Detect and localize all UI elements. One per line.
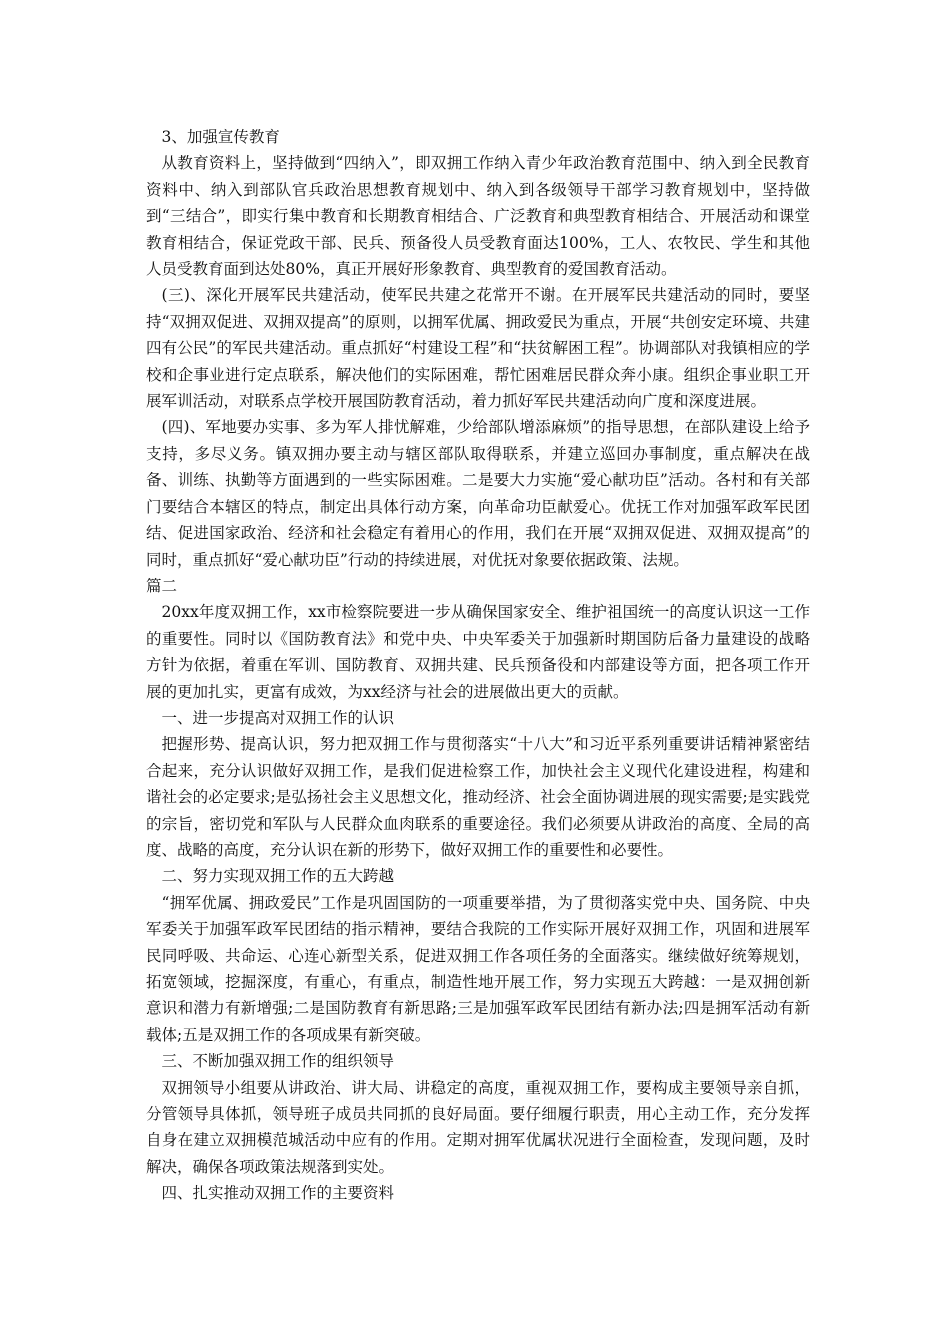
paragraph-leadership: 双拥领导小组要从讲政治、讲大局、讲稳定的高度，重视双拥工作，要构成主要领导亲自抓，分管领导具体抓，领导班子成员共同抓的良好局面。要仔细履行职责，用心主动工作，充分发挥自身在建立双拥模范城活动中应有的作用。定期对拥军优属状况进行全面检查，发现问题，及时解决，确保各项政策法规落到实处。 <box>146 1078 810 1176</box>
paragraph-practical-affairs: (四)、军地要办实事、多为军人排忧解难，少给部队增添麻烦”的指导思想，在部队建设上给予支持，多尽义务。镇双拥办要主动与辖区部队取得联系，并建立巡回办事制度，重点解决在战备、训练、执勤等方面遇到的一些实际困难。二是要大力实施“爱心献功臣”活动。各村和有关部门要结合本辖区的特点，制定出具体行动方案，向革命功臣献爱心。优抚工作对加强军政军民团结、促进国家政治、经济和社会稳定有着用心的作用，我们在开展“双拥双促进、双拥双提高”的同时，重点抓好“爱心献功臣”行动的持续进展，对优抚对象要依据政策、法规。 <box>146 418 810 569</box>
section-heading-2: 二、努力实现双拥工作的五大跨越 <box>161 867 395 886</box>
paragraph-annual-work-intro: 20xx年度双拥工作，xx市检察院要进一步从确保国家安全、维护祖国统一的高度认识这一工作的重要性。同时以《国防教育法》和党中央、中央军委关于加强新时期国防后备力量建设的战略方针为依据，着重在军训、国防教育、双拥共建、民兵预备役和内部建设等方面，把各项工作开展的更加扎实，更富有成效，为xx经济与社会的进展做出更大的贡献。 <box>146 603 810 701</box>
paragraph-five-leaps: “拥军优属、拥政爱民”工作是巩固国防的一项重要举措，为了贯彻落实党中央、国务院、中央军委关于加强军政军民团结的指示精神，要结合我院的工作实际开展好双拥工作，巩固和进展军民同呼吸、共命运、心连心新型关系，促进双拥工作各项任务的全面落实。继续做好统筹规划，拓宽领域，挖掘深度，有重心，有重点，制造性地开展工作，努力实现五大跨越：一是双拥创新意识和潜力有新增强;二是国防教育有新思路;三是加强军政军民团结有新办法;四是拥军活动有新载体;五是双拥工作的各项成果有新突破。 <box>146 893 810 1044</box>
document-body <box>146 124 810 1207</box>
paragraph-raise-awareness: 把握形势、提高认识，努力把双拥工作与贯彻落实“十八大”和习近平系列重要讲话精神紧密结合起来，充分认识做好双拥工作，是我们促进检察工作，加快社会主义现代化建设进程，构建和谐社会的必定要求;是弘扬社会主义思想文化，推动经济、社会全面协调进展的现实需要;是实践党的宗旨，密切党和军队与人民群众血肉联系的重要途径。我们必须要从讲政治的高度、全局的高度、战略的高度，充分认识在新的形势下，做好双拥工作的重要性和必要性。 <box>146 735 810 859</box>
paragraph-education-content: 从教育资料上，坚持做到“四纳入”，即双拥工作纳入青少年政治教育范围中、纳入到全民教育资料中、纳入到部队官兵政治思想教育规划中、纳入到各级领导干部学习教育规划中，坚持做到“三结合”，即实行集中教育和长期教育相结合、广泛教育和典型教育相结合、开展活动和课堂教育相结合，保证党政干部、民兵、预备役人员受教育面达100%，工人、农牧民、学生和其他人员受教育面到达处80%，真正开展好形象教育、典型教育的爱国教育活动。 <box>146 154 810 279</box>
section-heading-1: 一、进一步提高对双拥工作的认识 <box>161 708 395 727</box>
paragraph-civil-military-construction: (三)、深化开展军民共建活动，使军民共建之花常开不谢。在开展军民共建活动的同时，要坚持“双拥双促进、双拥双提高”的原则，以拥军优属、拥政爱民为重点，开展“共创安定环境、共建四有公民”的军民共建活动。重点抓好“村建设工程”和“扶贫解困工程”。协调部队对我镇相应的学校和企事业进行定点联系，解决他们的实际困难，帮忙困难居民群众奔小康。组织企事业职工开展军训活动，对联系点学校开展国防教育活动，着力抓好军民共建活动向广度和深度进展。 <box>146 286 810 411</box>
section-heading-3: 3、加强宣传教育 <box>161 128 280 146</box>
section-heading-3b: 三、不断加强双拥工作的组织领导 <box>161 1052 395 1071</box>
section-heading-4: 四、扎实推动双拥工作的主要资料 <box>161 1184 395 1203</box>
chapter-heading-part-two: 篇二 <box>146 576 178 595</box>
